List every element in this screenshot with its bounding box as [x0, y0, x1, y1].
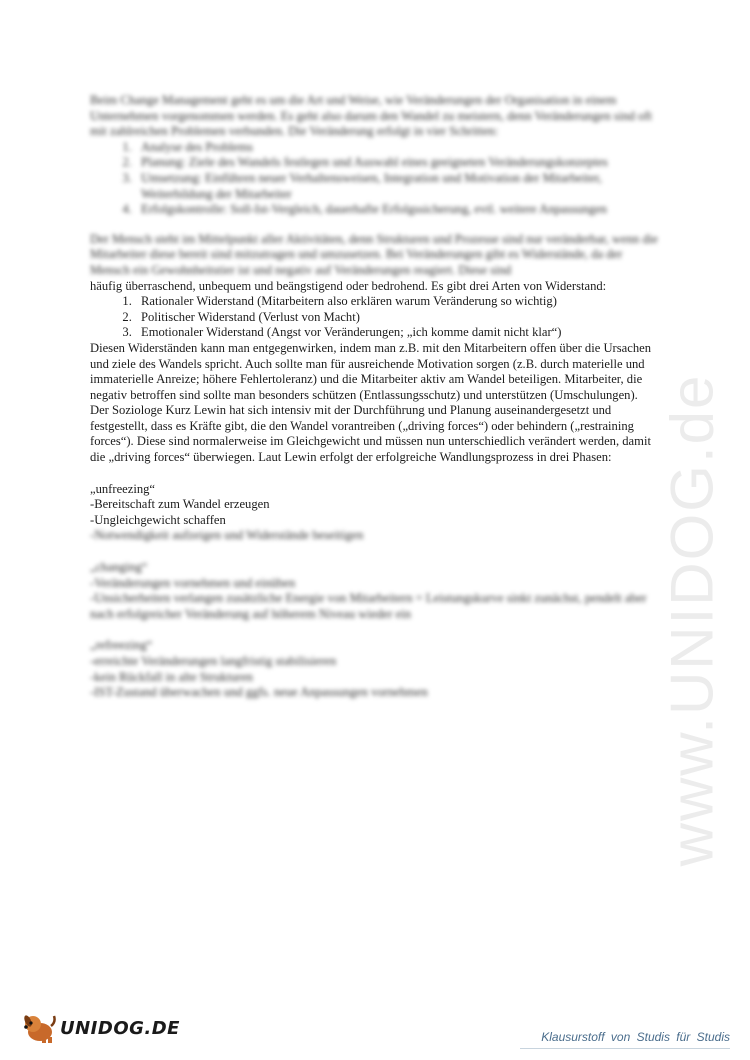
phase-refreezing: [90, 638, 658, 700]
step-item: 2. Planung: Ziele des Wandels festlegen und Auswahl eines geeigneten Veränderungskonzeptes: [135, 155, 658, 171]
step-item: 3. Umsetzung: Einführen neuer Verhaltensweisen, Integration und Motivation der Mitarbeiter, Weiterbildung der Mitarbeiter: [135, 171, 658, 202]
phase-changing: [90, 560, 658, 622]
phase-item: -Veränderungen vornehmen und einüben: [90, 575, 296, 590]
phase-title: „unfreezing“: [90, 481, 156, 496]
resistance-item: 2. Politischer Widerstand (Verlust von Macht): [135, 310, 658, 326]
logo-text: UNIDOG.DE: [60, 1017, 180, 1039]
intro-paragraph: Beim Change Management geht es um die Art und Weise, wie Veränderungen der Organisation in einem Unternehmen vorgenommen werden. Es geht also darum den Wandel zu meistern, denn Veränderungen sind oft mit zahlreichen Problemen verbunden. Die Veränderung erfolgt in vier Schritten:: [90, 93, 653, 139]
phase-item: -Bereitschaft zum Wandel erzeugen: [90, 497, 270, 512]
countermeasures-paragraph: Diesen Widerständen kann man entgegenwirken, indem man z.B. mit den Mitarbeitern offen über die Ursachen und ziele des Wandels spricht. Auch sollte man für ausreichende Motivation sorgen (z.B. durch materielle und immaterielle Anreize; höhere Fehlertoleranz) und die Mitarbeiter aktiv am Wandel beteiligen. Mitarbeiter, die negativ betroffen sind sollte man besonders schützen (Entlassungsschutz) und unterstützen (Umschulungen).: [90, 340, 652, 402]
phase-item: -erreichte Veränderungen langfristig stabilisieren: [90, 654, 337, 668]
resistance-paragraph-blurred: Der Mensch steht im Mittelpunkt aller Aktivitäten, denn Strukturen und Prozesse sind nur veränderbar, wenn die Mitarbeiter diese bereit sind mitzutragen und umzusetzen. Bei Veränderungen gibt es Widerstände, da der Mensch ein Gewohnheitstier ist und negativ auf Veränderungen reagiert. Diese sind: [90, 231, 658, 277]
phase-title: „changing“: [90, 560, 148, 575]
lewin-paragraph: Der Soziologe Kurz Lewin hat sich intensiv mit der Durchführung und Planung auseinandergesetzt und festgestellt, dass es Kräfte gibt, die den Wandel vorantreiben („driving forces“) oder behindern („restraining forces“). Diese sind normalerweise im Gleichgewicht und müssen nun unterschiedlich verändert werden, damit die „driving forces“ überwiegen. Laut Lewin erfolgt der erfolgreiche Wandlungsprozess in drei Phasen:: [90, 403, 651, 465]
resistance-item: 3. Emotionaler Widerstand (Angst vor Veränderungen; „ich komme damit nicht klar“): [135, 325, 658, 341]
step-item: 1. Analyse des Problems: [135, 140, 658, 156]
step-item: 4. Erfolgskontrolle: Soll-Ist-Vergleich, dauerhafte Erfolgssicherung, evtl. weitere Anpassungen: [135, 202, 658, 218]
phase-title: „refreezing“: [90, 638, 153, 653]
resistance-paragraph: [90, 232, 658, 294]
phase-item: -Ungleichgewicht schaffen: [90, 512, 226, 527]
unidog-logo[interactable]: [22, 1012, 180, 1044]
resistance-item: 1. Rationaler Widerstand (Mitarbeitern also erklären warum Veränderung so wichtig): [135, 294, 658, 310]
watermark: www.UNIDOG.de: [658, 373, 726, 867]
phase-item: -kein Rückfall in alte Strukturen: [90, 669, 253, 684]
resistance-list: [90, 294, 658, 341]
phase-unfreezing: [90, 482, 658, 544]
dog-icon: [22, 1012, 56, 1044]
phase-item: -Notwendigkeit aufzeigen und Widerstände beseitigen: [90, 528, 364, 543]
steps-list: [90, 140, 658, 218]
footer-divider: [520, 1048, 730, 1049]
resistance-paragraph-visible: häufig überraschend, unbequem und beängstigend oder bedrohend. Es gibt drei Arten von Widerstand:: [90, 278, 607, 293]
document-body: [90, 93, 658, 701]
phase-item: -IST-Zustand überwachen und ggfs. neue Anpassungen vornehmen: [90, 685, 428, 700]
phase-item: -Unsicherheiten verlangen zusätzliche Energie von Mitarbeitern = Leistungskurve sinkt zunächst, pendelt aber nach erfolgreicher Veränderung auf höherem Niveau wieder ein: [90, 591, 647, 621]
footer-tagline: Klausurstoff von Studis für Studis: [541, 1030, 730, 1044]
